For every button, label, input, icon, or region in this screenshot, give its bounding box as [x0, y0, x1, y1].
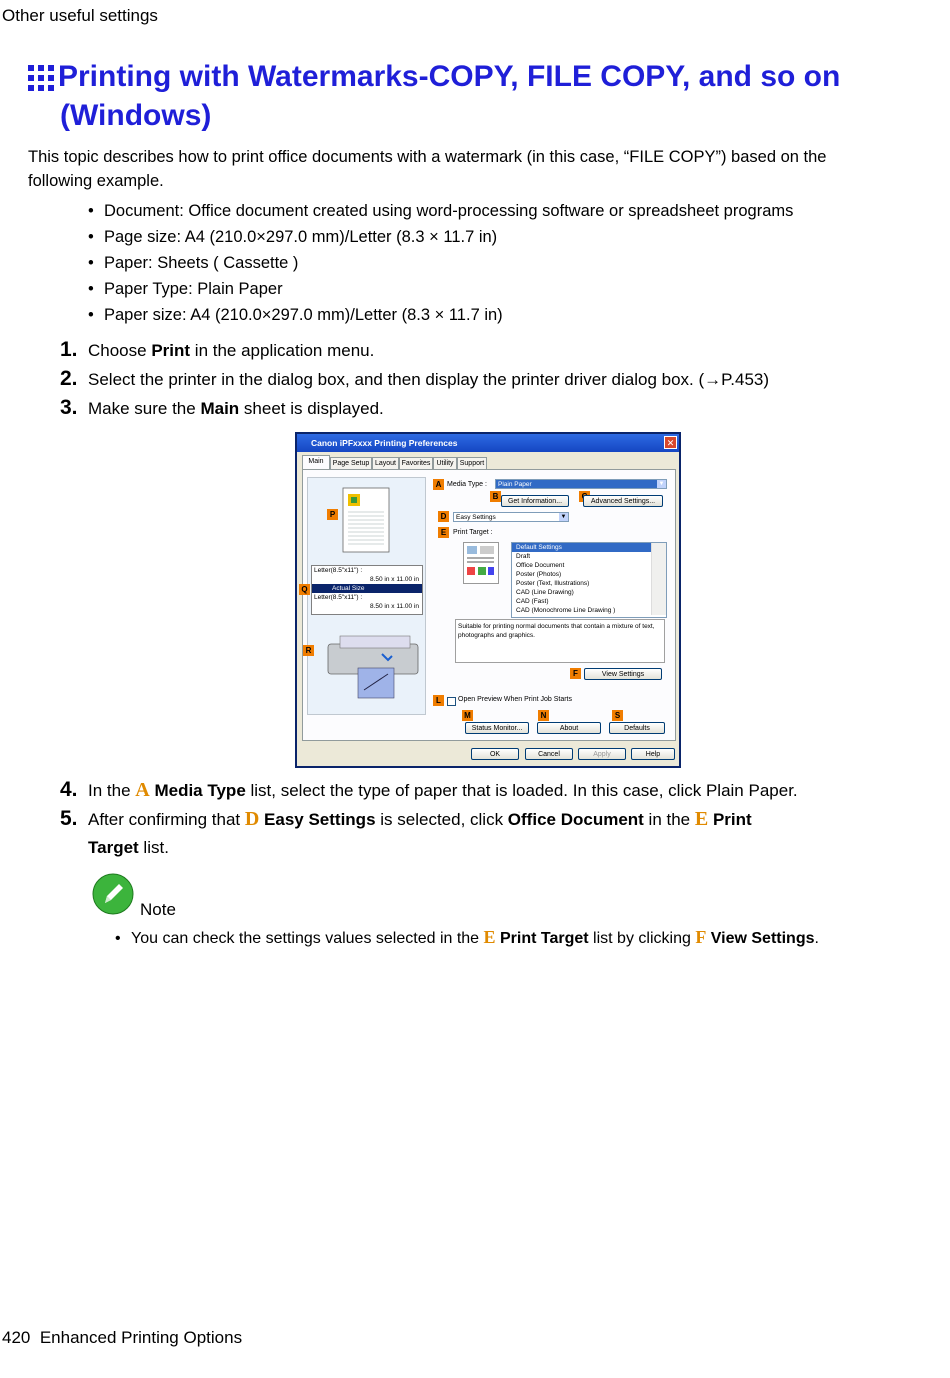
section-grid-icon — [28, 65, 54, 99]
output-size-box: Letter(8.5"x11") : 8.50 in x 11.00 in Actual Size Letter(8.5"x11") : 8.50 in x 11.00 in — [311, 565, 423, 615]
list-item[interactable]: Poster (Photos) — [516, 571, 562, 578]
list-scrollbar[interactable] — [651, 543, 666, 615]
label-badge-a: A — [433, 479, 444, 490]
print-target-thumbnail — [463, 542, 499, 584]
open-preview-checkbox[interactable] — [447, 697, 456, 706]
note-label: Note — [140, 900, 176, 919]
title-line-2: (Windows) — [60, 99, 212, 132]
list-item: • Paper size: A4 (210.0×297.0 mm)/Letter (8.3 × 11.7 in) — [88, 306, 503, 324]
list-item[interactable]: Default Settings — [512, 543, 654, 552]
label-badge-b: B — [490, 491, 501, 502]
open-preview-label: Open Preview When Print Job Starts — [458, 696, 572, 703]
label-badge-s: S — [612, 710, 623, 721]
media-type-select[interactable]: Plain Paper ▼ — [495, 479, 667, 489]
document-thumbnail-icon — [464, 543, 498, 583]
label-badge-d: D — [438, 511, 449, 522]
print-target-label: Print Target : — [453, 529, 493, 536]
note-item: • You can check the settings values selected in the E Print Target list by clicking F View Settings. — [115, 927, 819, 947]
label-badge-n: N — [538, 710, 549, 721]
media-type-label: Media Type : — [447, 481, 487, 488]
tab-main[interactable]: Main — [302, 455, 330, 469]
status-monitor-button[interactable]: Status Monitor... — [465, 722, 529, 734]
list-item: • Page size: A4 (210.0×297.0 mm)/Letter (8.3 × 11.7 in) — [88, 228, 498, 246]
step-5-continued: Target list. — [88, 838, 169, 857]
page-footer — [2, 1328, 242, 1348]
page-number: 420 — [2, 1328, 31, 1347]
list-item[interactable]: CAD (Fast) — [516, 598, 549, 605]
dialog-title-bar — [297, 434, 679, 452]
list-item: • Paper: Sheets ( Cassette ) — [88, 254, 299, 272]
tab-favorites[interactable]: Favorites — [399, 457, 433, 469]
tab-layout[interactable]: Layout — [372, 457, 399, 469]
step-4: 4. In the A Media Type list, select the type of paper that is loaded. In this case, click Plain Paper. — [60, 778, 798, 801]
list-item[interactable]: CAD (Line Drawing) — [516, 589, 574, 596]
get-information-button[interactable]: Get Information... — [501, 495, 569, 507]
tab-support[interactable]: Support — [457, 457, 487, 469]
printing-preferences-dialog — [295, 432, 681, 768]
label-badge-m: M — [462, 710, 473, 721]
list-item[interactable]: Draft — [516, 553, 531, 560]
advanced-settings-button[interactable]: Advanced Settings... — [583, 495, 663, 507]
defaults-button[interactable]: Defaults — [609, 722, 665, 734]
step-2: 2. Select the printer in the dialog box, and then display the printer driver dialog box. (→P.453) — [60, 367, 770, 390]
tab-utility[interactable]: Utility — [433, 457, 457, 469]
label-badge-r: R — [303, 645, 314, 656]
footer-section: Enhanced Printing Options — [39, 1328, 243, 1347]
page-title — [28, 60, 840, 133]
actual-size-row: Actual Size — [312, 584, 422, 593]
label-badge-f: F — [570, 668, 581, 679]
help-button[interactable]: Help — [631, 748, 675, 760]
step-5: 5. After confirming that D Easy Settings is selected, click Office Document in the E Print — [60, 807, 752, 830]
example-list — [88, 198, 793, 328]
list-item[interactable]: CAD (Monochrome Line Drawing ) — [516, 607, 616, 614]
list-item: • Paper Type: Plain Paper — [88, 280, 283, 298]
list-item: • Document: Office document created using word-processing software or spreadsheet programs — [88, 202, 794, 220]
cancel-button[interactable]: Cancel — [525, 748, 573, 760]
target-description: Suitable for printing normal documents that contain a mixture of text, photographs and graphics. — [455, 619, 665, 663]
label-badge-l: L — [433, 695, 444, 706]
apply-button[interactable]: Apply — [578, 748, 626, 760]
list-item[interactable]: Office Document — [516, 562, 565, 569]
label-badge-p: P — [327, 509, 338, 520]
list-item[interactable]: Poster (Text, Illustrations) — [516, 580, 590, 587]
chevron-down-icon: ▼ — [658, 481, 665, 487]
print-target-list[interactable] — [511, 542, 667, 618]
intro-paragraph: This topic describes how to print office documents with a watermark (in this case, “FILE COPY”) based on the following example. — [28, 148, 827, 190]
note-pencil-icon — [92, 873, 134, 915]
ok-button[interactable]: OK — [471, 748, 519, 760]
view-settings-button[interactable]: View Settings — [584, 668, 662, 680]
label-badge-q: Q — [299, 584, 310, 595]
tab-page-setup[interactable]: Page Setup — [330, 457, 372, 469]
label-badge-e: E — [438, 527, 449, 538]
close-icon[interactable]: ✕ — [664, 436, 677, 449]
about-button[interactable]: About — [537, 722, 601, 734]
dialog-title: Canon iPFxxxx Printing Preferences — [311, 438, 458, 448]
title-line-1: Printing with Watermarks-COPY, FILE COPY, and so on — [58, 60, 841, 93]
easy-settings-select[interactable]: Easy Settings ▼ — [453, 512, 569, 522]
step-1: 1. Choose Print in the application menu. — [60, 338, 375, 361]
running-header: Other useful settings — [2, 6, 158, 25]
step-3: 3. Make sure the Main sheet is displayed. — [60, 396, 384, 419]
chevron-down-icon: ▼ — [560, 514, 567, 520]
